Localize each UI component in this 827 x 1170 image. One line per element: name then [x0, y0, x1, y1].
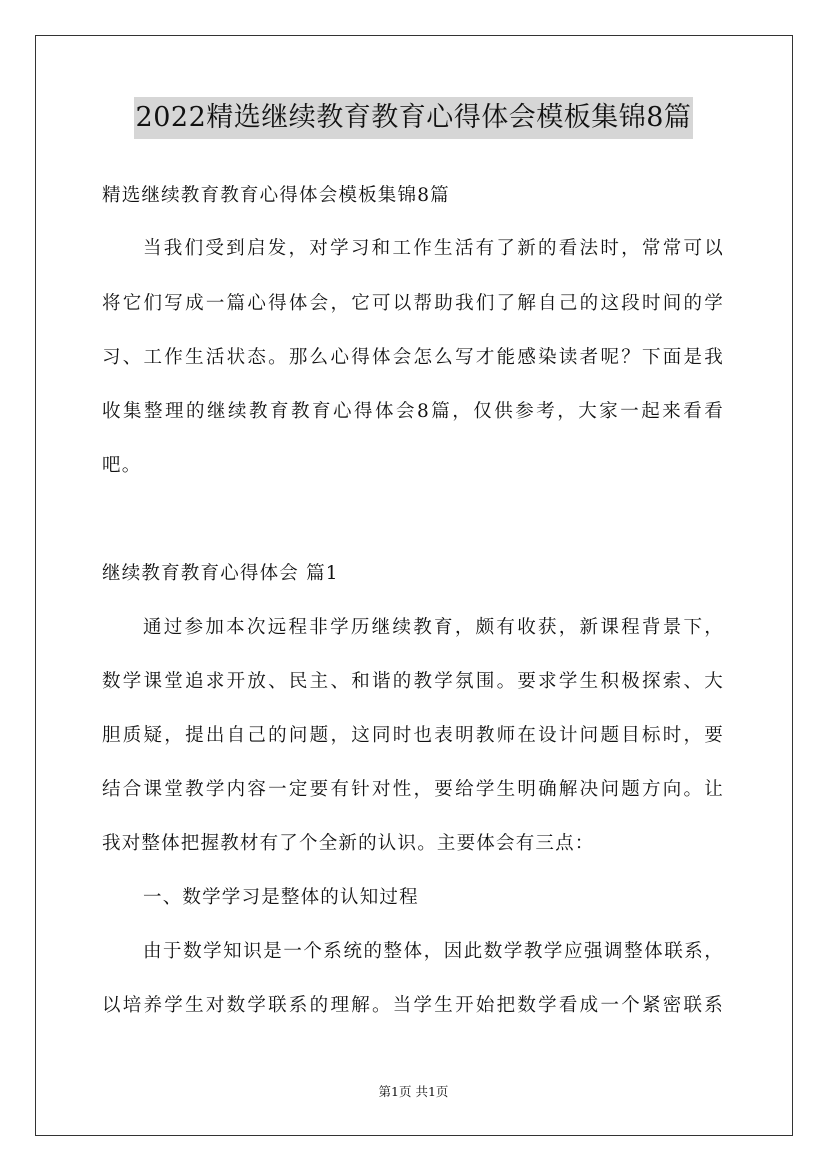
intro-line-3: 习、工作生活状态。那么心得体会怎么写才能感染读者呢？下面是我	[102, 347, 724, 368]
para1-line-4: 结合课堂教学内容一定要有针对性，要给学生明确解决问题方向。让	[102, 779, 724, 800]
para2-line-2: 以培养学生对数学联系的理解。当学生开始把数学看成一个紧密联系	[102, 995, 724, 1016]
para1-line-2: 数学课堂追求开放、民主、和谐的教学氛围。要求学生积极探索、大	[102, 671, 724, 692]
page-footer: 第1页 共1页	[378, 1084, 449, 1099]
intro-line-1: 当我们受到启发，对学习和工作生活有了新的看法时，常常可以	[143, 238, 724, 259]
title-container	[0, 97, 827, 139]
intro-line-4: 收集整理的继续教育教育心得体会8篇，仅供参考，大家一起来看看	[102, 401, 724, 422]
para1-line-1: 通过参加本次远程非学历继续教育，颇有收获，新课程背景下，	[143, 617, 724, 638]
document-subtitle: 精选继续教育教育心得体会模板集锦8篇	[102, 185, 450, 206]
para1-line-5: 我对整体把握教材有了个全新的认识。主要体会有三点：	[102, 833, 595, 854]
point1-heading: 一、数学学习是整体的认知过程	[143, 887, 419, 908]
para2-line-1: 由于数学知识是一个系统的整体，因此数学教学应强调整体联系，	[143, 941, 724, 962]
intro-line-5: 吧。	[102, 455, 142, 476]
document-title: 2022精选继续教育教育心得体会模板集锦8篇	[134, 97, 694, 139]
section-heading: 继续教育教育心得体会 篇1	[102, 563, 339, 584]
intro-line-2: 将它们写成一篇心得体会，它可以帮助我们了解自己的这段时间的学	[102, 293, 724, 314]
para1-line-3: 胆质疑，提出自己的问题，这同时也表明教师在设计问题目标时，要	[102, 725, 724, 746]
